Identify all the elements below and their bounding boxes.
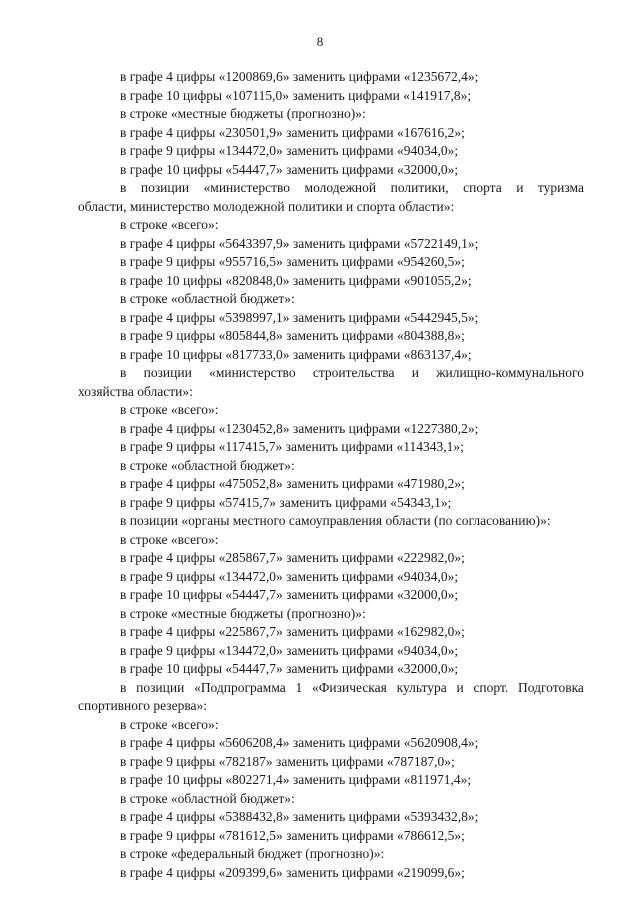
text-line: в строке «федеральный бюджет (прогнозно)»: [120,846,385,861]
text-line: в графе 4 цифры «230501,9» заменить цифрами «167616,2»; [120,124,465,140]
text-line: хозяйства области»: [78,383,193,399]
text-line: в строке «всего»: [120,402,219,417]
text-line: в графе 9 цифры «955716,5» заменить цифрами «954260,5»; [120,254,465,269]
text-line: в графе 10 цифры «54447,7» заменить цифрами «32000,0»; [120,587,459,602]
page-number: 8 [316,34,324,49]
text-line: в графе 9 цифры «805844,8» заменить цифрами «804388,8»; [120,328,465,343]
text-line: в строке «всего»: [120,716,219,732]
text-line: в строке «местные бюджеты (прогнозно)»: [120,106,366,121]
text-line: в графе 10 цифры «820848,0» заменить цифрами «901055,2»; [120,272,472,288]
text-line: в графе 4 цифры «5388432,8» заменить цифрами «5393432,8»; [120,809,479,824]
word: позиции [143,365,192,380]
text-line [78,679,584,698]
word: политики, [390,180,449,195]
text-line [78,364,584,383]
text-line: в строке «всего»: [120,217,219,232]
word: «министерство [203,180,291,195]
text-line: в графе 4 цифры «285867,7» заменить цифрами «222982,0»; [120,550,465,565]
word: и [456,679,464,695]
document-body [78,68,584,882]
text-line: в графе 9 цифры «117415,7» заменить цифрами «114343,1»; [120,439,464,454]
text-line: в графе 4 цифры «209399,6» заменить цифрами «219099,6»; [120,864,465,880]
text-line: в графе 4 цифры «5398997,1» заменить цифрами «5442945,5»; [120,309,479,325]
text-line: в графе 10 цифры «54447,7» заменить цифрами «32000,0»; [120,161,459,177]
word: «Физическая [312,679,387,695]
text-line: в графе 10 цифры «54447,7» заменить цифрами «32000,0»; [120,661,459,676]
text-line: в графе 10 цифры «802271,4» заменить цифрами «811971,4»; [120,772,472,787]
text-line: спортивного резерва»: [78,698,208,713]
text-line: в строке «областной бюджет»: [120,457,295,473]
text-line: в графе 9 цифры «134472,0» заменить цифрами «94034,0»; [120,642,459,658]
text-line: в строке «областной бюджет»: [120,291,295,306]
word: «Подпрограмма [194,679,286,695]
text-line [78,179,584,198]
text-line: в графе 4 цифры «225867,7» заменить цифрами «162982,0»; [120,624,465,639]
text-line: в графе 9 цифры «782187» заменить цифрами «787187,0»; [120,753,455,769]
word: молодежной [304,180,377,195]
text-line: в графе 4 цифры «1230452,8» заменить цифрами «1227380,2»; [120,420,479,436]
word: туризма [537,180,584,195]
word: культура [396,679,447,695]
word: «министерство [209,365,296,380]
text-line: в строке «всего»: [120,531,219,547]
word: строительства [312,365,395,380]
word: в [120,679,127,695]
text-line: в графе 10 цифры «817733,0» заменить цифрами «863137,4»; [120,346,472,362]
word: и [411,365,419,380]
text-line: в графе 9 цифры «781612,5» заменить цифрами «786612,5»; [120,827,465,843]
text-line: в строке «местные бюджеты (прогнозно)»: [120,605,366,621]
text-line: в позиции «органы местного самоуправления области (по согласованию)»: [120,513,551,528]
text-line: в графе 4 цифры «475052,8» заменить цифрами «471980,2»; [120,476,465,491]
text-line: в графе 10 цифры «107115,0» заменить цифрами «141917,8»; [120,87,472,103]
text-line: в графе 4 цифры «1200869,6» заменить цифрами «1235672,4»; [120,69,479,84]
word: и [516,180,524,195]
text-line: в строке «областной бюджет»: [120,790,295,806]
word: 1 [295,679,303,695]
word: спорт. [473,679,509,695]
word: в [120,180,127,195]
text-line: в графе 9 цифры «134472,0» заменить цифрами «94034,0»; [120,143,459,158]
word: позиции [136,679,185,695]
text-line: в графе 9 цифры «57415,7» заменить цифрами «54343,1»; [120,494,452,510]
word: в [120,365,127,380]
text-line: в графе 4 цифры «5606208,4» заменить цифрами «5620908,4»; [120,735,479,750]
word: Подготовка [517,679,584,695]
word: позиции [140,180,190,195]
word: спорта [463,180,502,195]
text-line: в графе 4 цифры «5643397,9» заменить цифрами «5722149,1»; [120,235,479,251]
text-line: области, министерство молодежной политики и спорта области»: [78,198,455,214]
word: жилищно-коммунального [436,365,584,380]
text-line: в графе 9 цифры «134472,0» заменить цифрами «94034,0»; [120,568,459,584]
